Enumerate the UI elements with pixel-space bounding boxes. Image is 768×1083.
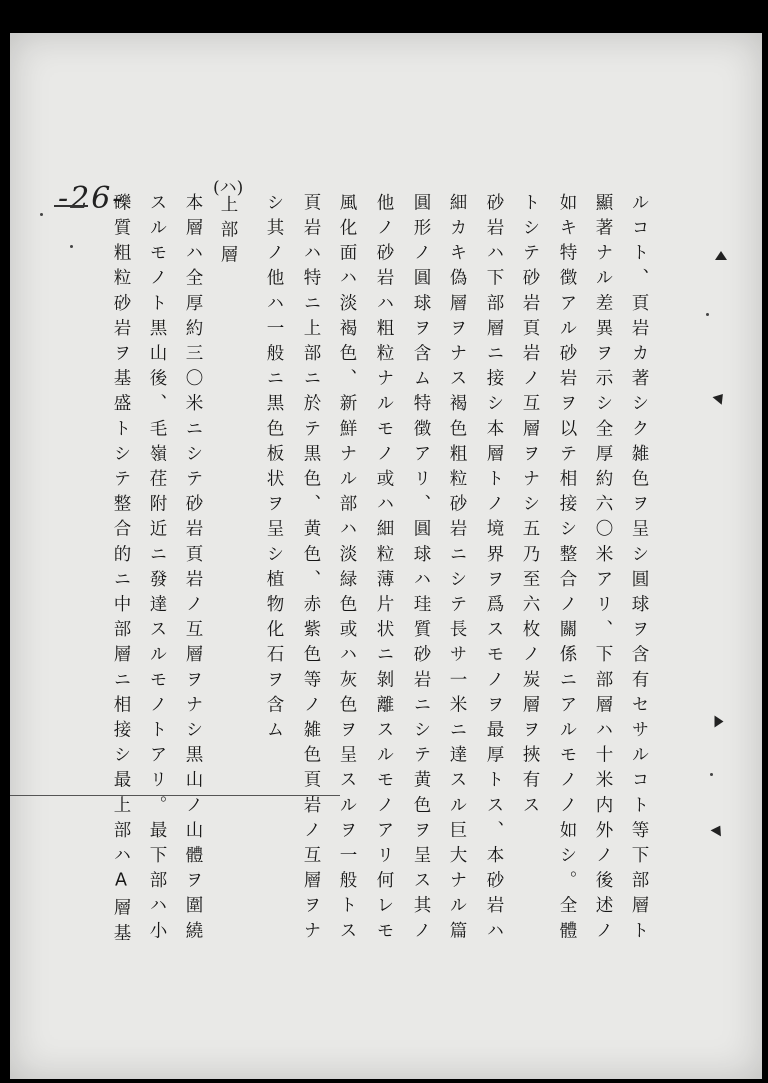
text-column-14: 礫質粗粒砂岩ヲ基盛トシテ整合的ニ中部層ニ相接シ最上部ハA層基: [111, 193, 131, 949]
speck: [710, 773, 713, 776]
section-heading: 上部層: [218, 195, 238, 271]
text-column-6: 細カキ偽層ヲナス褐色粗粒砂岩ニシテ長サ一米ニ達スル巨大ナル篇: [447, 193, 467, 946]
margin-mark: [715, 716, 724, 728]
page-number: -26-: [58, 181, 125, 216]
document-page: [10, 33, 762, 1079]
text-column-3: 如キ特徴アル砂岩ヲ以テ相接シ整合ノ關係ニアルモノノ如シ。全體: [557, 193, 577, 946]
text-column-11: シ其ノ他ハ一般ニ黒色板状ヲ呈シ植物化石ヲ含ム: [264, 193, 284, 746]
speck: [70, 245, 73, 248]
text-column-13: スルモノト黒山後、毛嶺荏附近ニ發達スルモノトアリ。最下部ハ小: [147, 193, 167, 946]
text-column-12: 本層ハ全厚約三〇米ニシテ砂岩頁岩ノ互層ヲナシ黒山ノ山體ヲ圍繞: [183, 193, 203, 946]
section-marker: (ハ): [213, 178, 244, 198]
speck: [706, 313, 709, 316]
margin-mark: [711, 823, 726, 837]
margin-mark: [713, 390, 728, 405]
text-column-1: ルコト、頁岩カ著シク雑色ヲ呈シ圓球ヲ含有セサルコト等下部層ト: [629, 193, 649, 946]
margin-mark: [715, 251, 727, 260]
text-column-10: 頁岩ハ特ニ上部ニ於テ黒色、黄色、赤紫色等ノ雑色頁岩ノ互層ヲナ: [301, 193, 321, 946]
text-column-4: トシテ砂岩頁岩ノ互層ヲナシ五乃至六枚ノ炭層ヲ挾有ス: [520, 193, 540, 821]
text-column-7: 圓形ノ圓球ヲ含ム特徴アリ、圓球ハ珪質砂岩ニシテ黄色ヲ呈ス其ノ: [411, 193, 431, 946]
text-column-9: 風化面ハ淡褐色、新鮮ナル部ハ淡緑色或ハ灰色ヲ呈スルヲ一般トス: [337, 193, 357, 946]
stray-rule-line: [10, 795, 340, 796]
speck: [40, 213, 43, 216]
text-column-5: 砂岩ハ下部層ニ接シ本層トノ境界ヲ爲スモノヲ最厚トス、本砂岩ハ: [484, 193, 504, 946]
text-column-2: 顯著ナル差異ヲ示シ全厚約六〇米アリ、下部層ハ十米内外ノ後述ノ: [593, 193, 613, 946]
text-column-8: 他ノ砂岩ハ粗粒ナルモノ或ハ細粒薄片状ニ剝離スルモノアリ何レモ: [374, 193, 394, 946]
